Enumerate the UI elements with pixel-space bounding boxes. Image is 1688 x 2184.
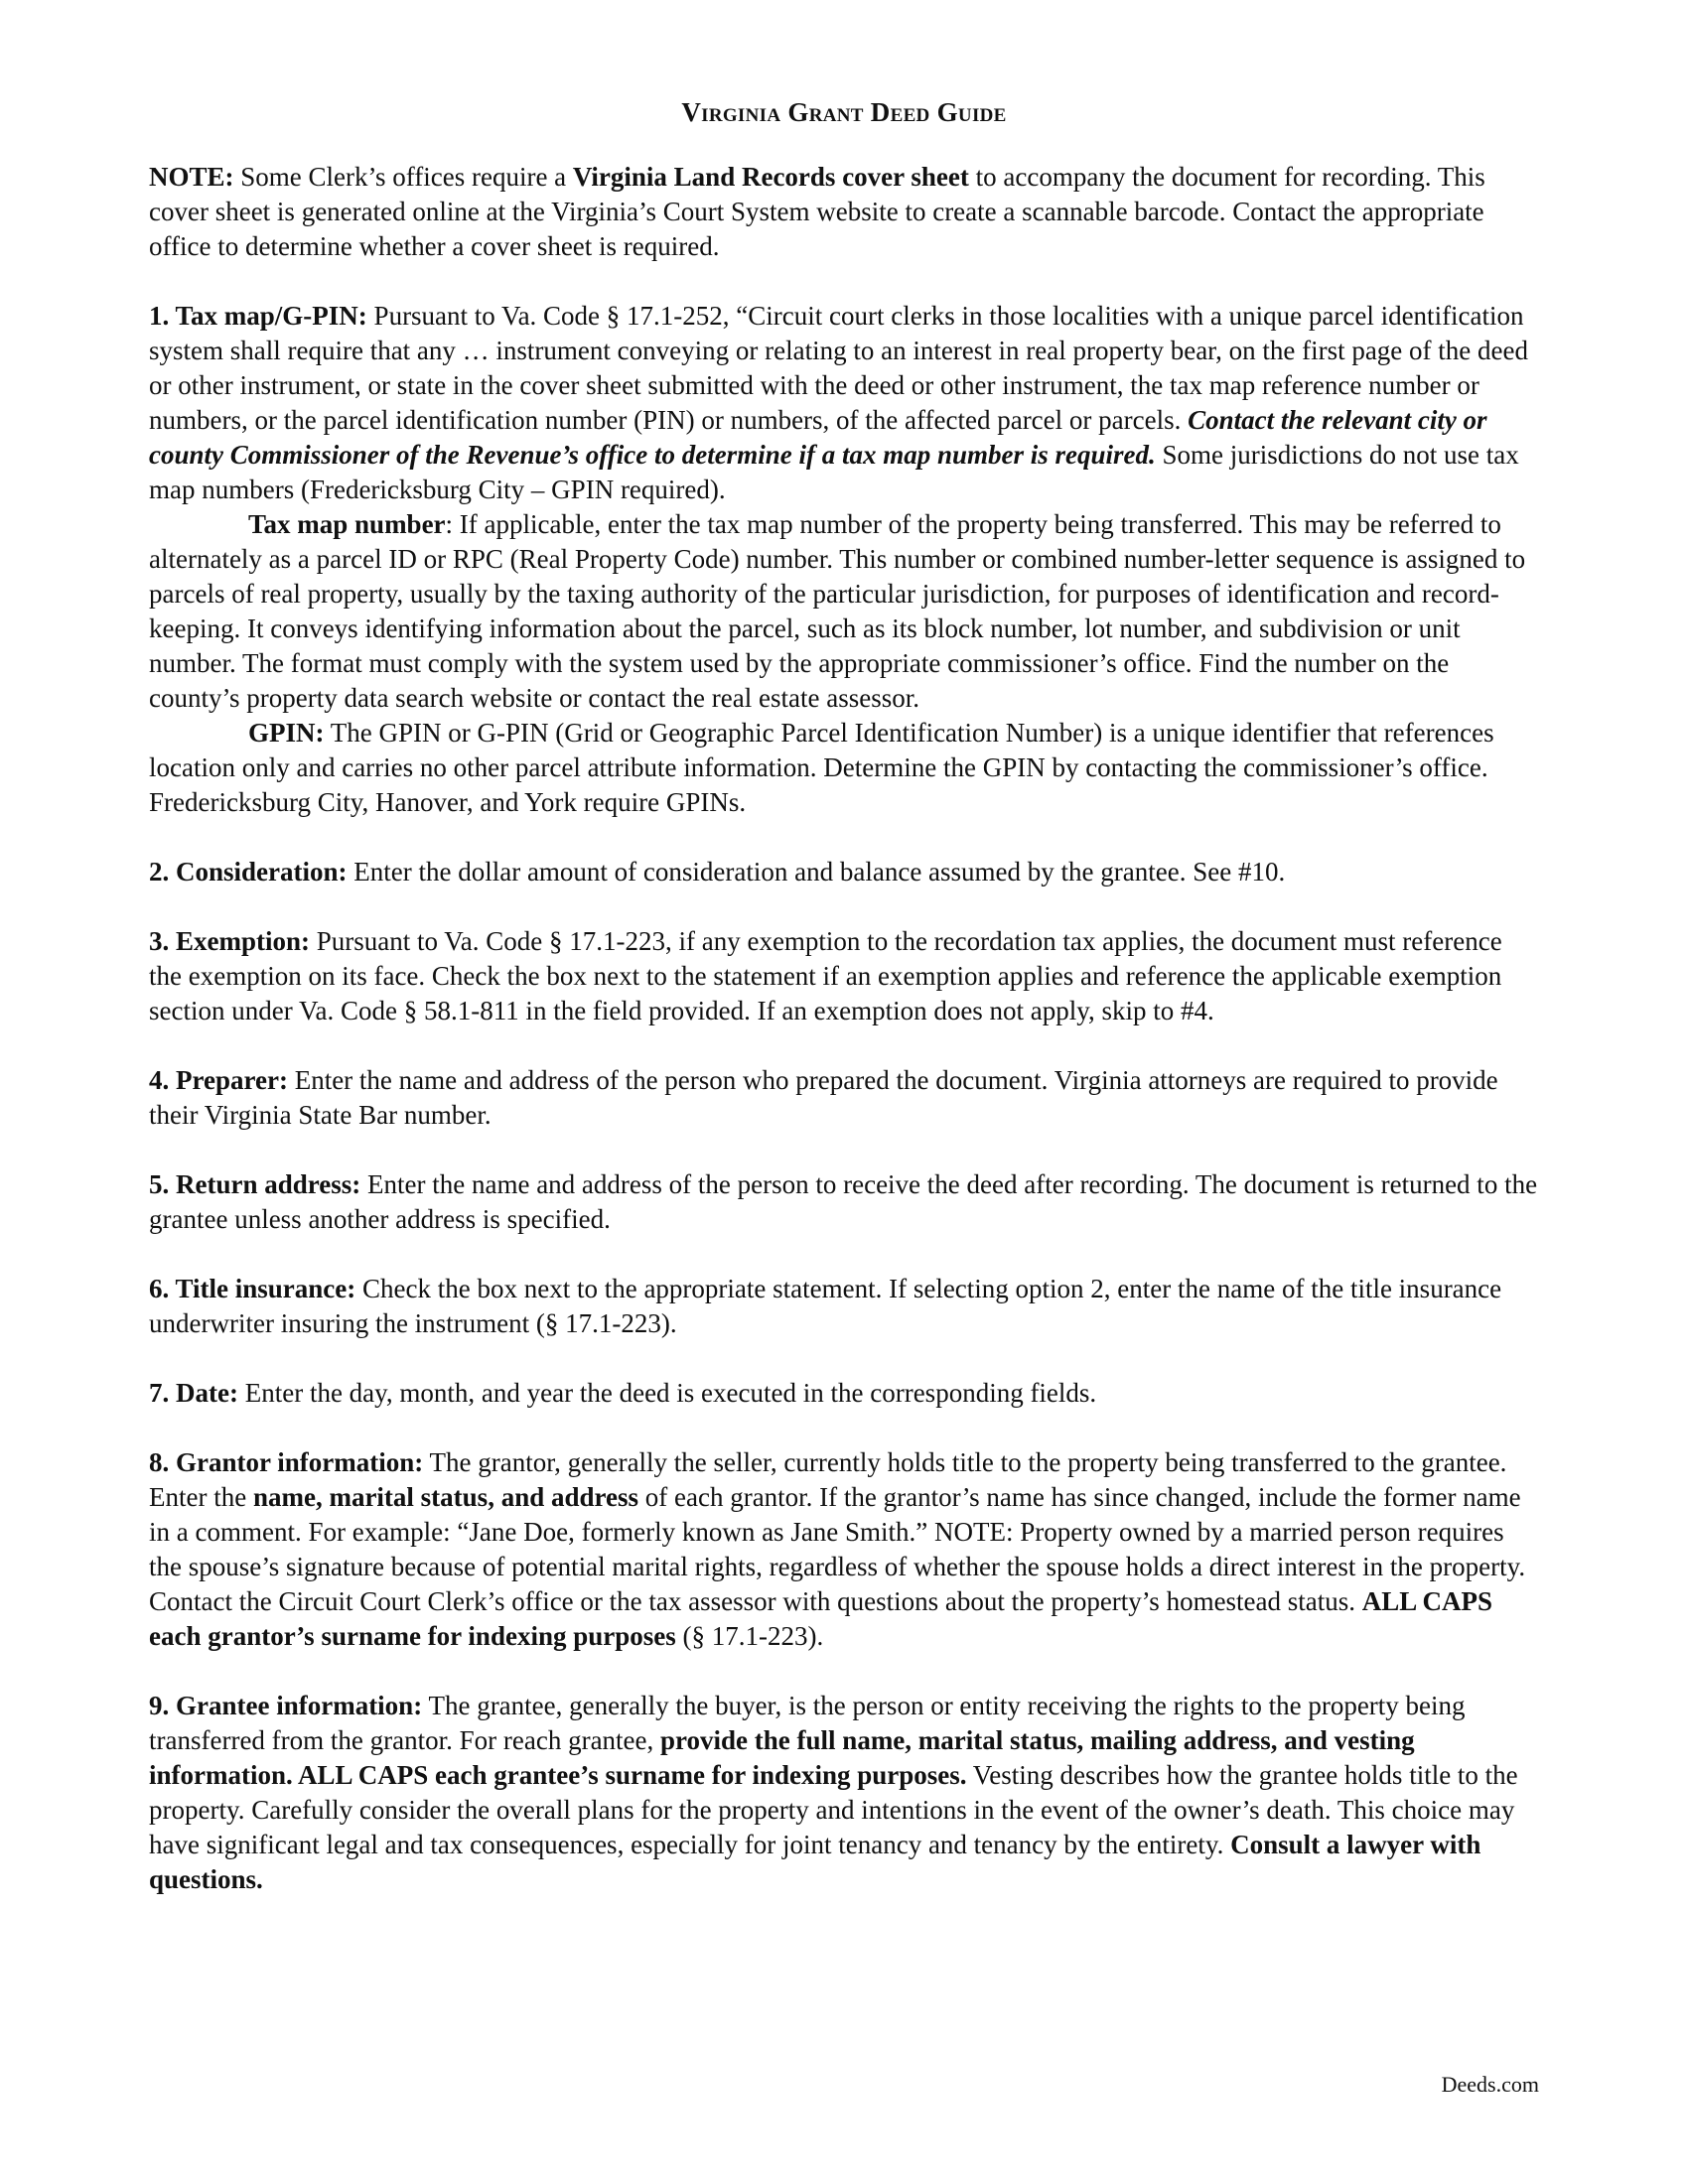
section-8-text-1: The grantor, generally the seller, currently holds title to the property being transferred to the grantee. Enter the <box>149 1447 1507 1512</box>
gpin-paragraph <box>149 716 1539 820</box>
section-2-paragraph <box>149 855 1539 889</box>
section-3-paragraph <box>149 924 1539 1028</box>
section-3-label: 3. Exemption: <box>149 926 310 956</box>
section-8-bold-1: name, marital status, and address <box>252 1482 639 1512</box>
section-4-text: Enter the name and address of the person who prepared the document. Virginia attorneys are required to provide their Virginia State Bar number. <box>149 1065 1498 1130</box>
section-4-paragraph <box>149 1063 1539 1133</box>
document-page <box>149 95 1539 1932</box>
section-8-bold-2: ALL CAPS each grantor’s surname for indexing purposes <box>149 1586 1493 1651</box>
section-3-text: Pursuant to Va. Code § 17.1-223, if any exemption to the recordation tax applies, the document must reference the exemption on its face. Check the box next to the statement if an exemption applies and reference the applicable exemption section under Va. Code § 58.1-811 in the field provided. If an exemption does not apply, skip to #4. <box>149 926 1502 1025</box>
section-2-text: Enter the dollar amount of consideration and balance assumed by the grantee. See #10. <box>347 857 1286 887</box>
section-1-emphasis: Contact the relevant city or county Commissioner of the Revenue’s office to determine if a tax map number is required. <box>149 405 1487 470</box>
section-6-label: 6. Title insurance: <box>149 1274 356 1303</box>
section-5-paragraph <box>149 1167 1539 1237</box>
section-4-label: 4. Preparer: <box>149 1065 288 1095</box>
note-bold-text: Virginia Land Records cover sheet <box>572 162 969 192</box>
section-1-text-1: Pursuant to Va. Code § 17.1-252, “Circuit court clerks in those localities with a unique parcel identification system shall require that any … instrument conveying or relating to an interest in real property bear, on the first page of the deed or other instrument, or state in the cover sheet submitted with the deed or other instrument, the tax map reference number or numbers, or the parcel identification number (PIN) or numbers, of the affected parcel or parcels. <box>149 301 1528 435</box>
note-text-1: Some Clerk’s offices require a <box>233 162 573 192</box>
tax-map-number-label: Tax map number <box>248 509 446 539</box>
section-1-paragraph <box>149 299 1539 507</box>
tax-map-number-paragraph <box>149 507 1539 716</box>
section-1-label: 1. Tax map/G-PIN: <box>149 301 367 331</box>
tax-map-number-text: : If applicable, enter the tax map number of the property being transferred. This may be referred to alternately as a parcel ID or RPC (Real Property Code) number. This number or combined number-letter sequence is assigned to parcels of real property, usually by the taxing authority of the particular jurisdiction, for purposes of identification and record-keeping. It conveys identifying information about the parcel, such as its block number, lot number, and subdivision or unit number. The format must comply with the system used by the appropriate commissioner’s office. Find the number on the county’s property data search website or contact the real estate assessor. <box>149 509 1526 713</box>
section-9-bold-1: provide the full name, marital status, mailing address, and vesting information. ALL CAPS each grantee’s surname for indexing purposes. <box>149 1725 1415 1790</box>
section-7-paragraph <box>149 1376 1539 1411</box>
section-6-paragraph <box>149 1272 1539 1341</box>
section-1-text-2: Some jurisdictions do not use tax map numbers (Fredericksburg City – GPIN required). <box>149 440 1519 504</box>
note-label: NOTE: <box>149 162 234 192</box>
section-5-text: Enter the name and address of the person to receive the deed after recording. The document is returned to the grantee unless another address is specified. <box>149 1169 1538 1234</box>
section-7-label: 7. Date: <box>149 1378 238 1408</box>
gpin-text: The GPIN or G-PIN (Grid or Geographic Parcel Identification Number) is a unique identifier that references location only and carries no other parcel attribute information. Determine the GPIN by contacting the commissioner’s office. Fredericksburg City, Hanover, and York require GPINs. <box>149 718 1494 817</box>
section-9-paragraph <box>149 1689 1539 1897</box>
section-8-paragraph <box>149 1445 1539 1654</box>
section-9-label: 9. Grantee information: <box>149 1691 423 1720</box>
note-paragraph <box>149 160 1539 264</box>
section-9-bold-2: Consult a lawyer with questions. <box>149 1830 1481 1894</box>
section-2-label: 2. Consideration: <box>149 857 348 887</box>
note-text-2: to accompany the document for recording. This cover sheet is generated online at the Virginia’s Court System website to create a scannable barcode. Contact the appropriate office to determine whether a cover sheet is required. <box>149 162 1485 261</box>
section-9-text-2: Vesting describes how the grantee holds title to the property. Carefully consider the overall plans for the property and intentions in the event of the owner’s death. This choice may have significant legal and tax consequences, especially for joint tenancy and tenancy by the entirety. <box>149 1760 1518 1859</box>
gpin-label: GPIN: <box>248 718 325 748</box>
section-8-text-2: of each grantor. If the grantor’s name has since changed, include the former name in a comment. For example: “Jane Doe, formerly known as Jane Smith.” NOTE: Property owned by a married person requires the spouse’s signature because of potential marital rights, regardless of whether the spouse holds a direct interest in the property. Contact the Circuit Court Clerk’s office or the tax assessor with questions about the property’s homestead status. <box>149 1482 1526 1616</box>
section-9-text-1: The grantee, generally the buyer, is the person or entity receiving the rights to the property being transferred from the grantor. For reach grantee, <box>149 1691 1466 1755</box>
section-6-text: Check the box next to the appropriate statement. If selecting option 2, enter the name of the title insurance underwriter insuring the instrument (§ 17.1-223). <box>149 1274 1502 1338</box>
section-8-text-3: (§ 17.1-223). <box>675 1621 824 1651</box>
page-title: Virginia Grant Deed Guide <box>681 97 1007 127</box>
footer-source: Deeds.com <box>1441 2072 1539 2097</box>
section-5-label: 5. Return address: <box>149 1169 361 1199</box>
section-8-label: 8. Grantor information: <box>149 1447 424 1477</box>
section-7-text: Enter the day, month, and year the deed is executed in the corresponding fields. <box>237 1378 1097 1408</box>
